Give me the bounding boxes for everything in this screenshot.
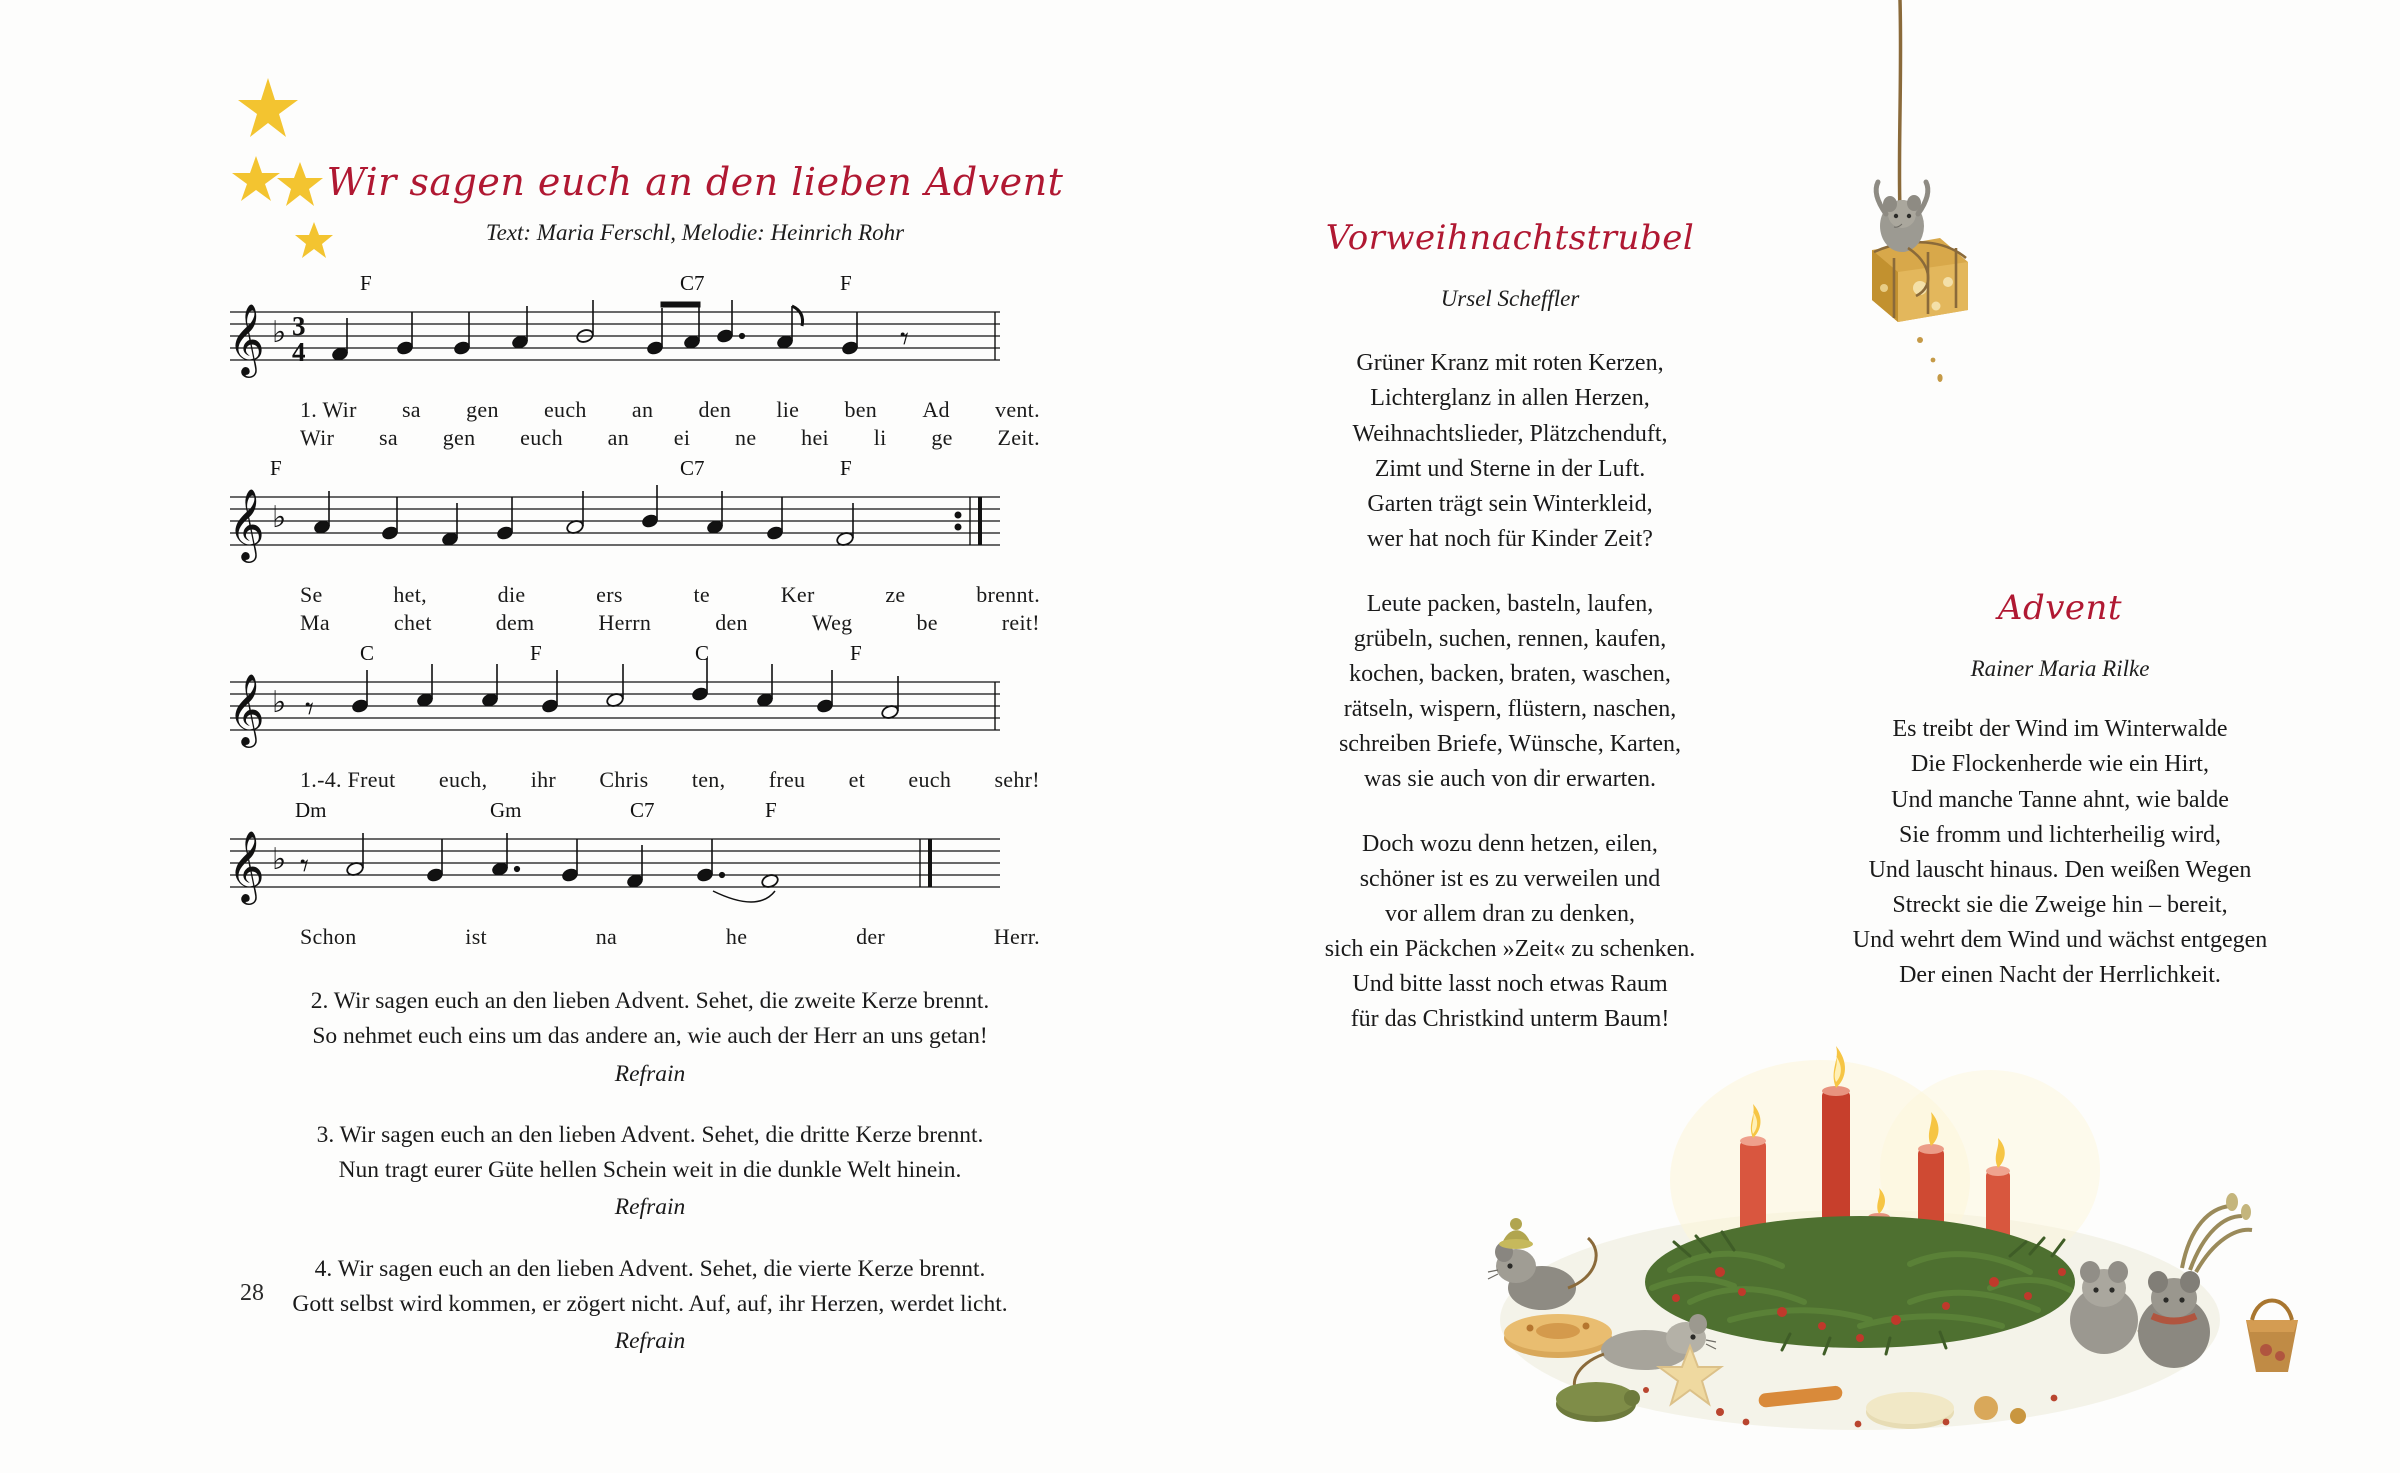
svg-text:𝄾: 𝄾 xyxy=(305,689,315,729)
lyrics-line-1: 1. Wir sa gen euch an den lie ben Ad vent. xyxy=(300,397,1040,422)
mouse-on-string-with-cheese-illustration xyxy=(1790,0,2090,540)
svg-text:𝄾: 𝄾 xyxy=(900,319,910,359)
refrain-label: Refrain xyxy=(614,1060,686,1087)
svg-text:C7: C7 xyxy=(680,272,705,295)
svg-text:𝄾: 𝄾 xyxy=(300,846,310,886)
svg-text:𝄞: 𝄞 xyxy=(228,487,265,560)
verse-item: 4. Wir sagen euch an den lieben Advent. Sehet, die vierte Kerze brennt. Gott selbst wird kommen, er zögert nicht. Auf, auf, ihr Herzen, werdet licht. Refrain xyxy=(200,1252,1100,1360)
song-title: Wir sagen euch an den lieben Advent xyxy=(326,160,1064,204)
page-number: 28 xyxy=(240,1280,264,1306)
svg-text:F: F xyxy=(840,457,852,480)
poem-stanza: Grüner Kranz mit roten Kerzen, Lichterglanz in allen Herzen, Weihnachtslieder, Plätzchenduft, Zimt und Sterne in der Luft. Garten trägt sein Winterkleid, wer hat noch für Kinder Zeit? xyxy=(1352,350,1668,552)
song-section xyxy=(200,60,1100,1385)
svg-text:C: C xyxy=(360,642,375,665)
svg-text:C: C xyxy=(695,642,710,665)
lyrics-line-2: Ma chet dem Herrn den Weg be reit! xyxy=(300,610,1040,635)
svg-text:𝄞: 𝄞 xyxy=(228,302,265,375)
poem-body xyxy=(1790,712,2330,992)
music-score xyxy=(200,272,1100,950)
poem-stanza: Es treibt der Wind im Winterwalde Die Flockenherde wie ein Hirt, Und manche Tanne ahnt, wie balde Sie fromm und lichterheilig wird, Und lauscht hinaus. Den weißen Wegen Streckt sie die Zweige hin – bereit, Und wehrt dem Wind und wächst entgegen Der einen Nacht der Herrlichkeit. xyxy=(1852,716,2268,988)
poem-author: Ursel Scheffler xyxy=(1440,286,1580,312)
svg-text:F: F xyxy=(530,642,542,665)
poem-body xyxy=(1300,346,1720,1037)
lyrics-line-1: Se het, die ers te Ker ze brennt. xyxy=(300,582,1040,607)
staff-system-1 xyxy=(200,272,1100,451)
svg-text:𝄞: 𝄞 xyxy=(228,829,265,902)
poem-author: Rainer Maria Rilke xyxy=(1970,656,2150,682)
lyrics-line-1: 1.-4. Freut euch, ihr Chris ten, freu et euch sehr! xyxy=(300,767,1040,792)
svg-text:♭: ♭ xyxy=(272,500,287,535)
svg-text:♭: ♭ xyxy=(272,685,287,720)
poem-title: Advent xyxy=(1997,588,2123,629)
svg-text:F: F xyxy=(765,799,777,822)
staff-system-2 xyxy=(200,457,1100,636)
song-credit: Text: Maria Ferschl, Melodie: Heinrich Rohr xyxy=(485,220,905,245)
verse-item: 3. Wir sagen euch an den lieben Advent. Sehet, die dritte Kerze brennt. Nun tragt eurer Güte hellen Schein weit in die dunkle Welt hinein. Refrain xyxy=(200,1118,1100,1226)
svg-text:F: F xyxy=(360,272,372,295)
poem-stanza: Doch wozu denn hetzen, eilen, schöner ist es zu verweilen und vor allem dran zu denken, sich ein Päckchen »Zeit« zu schenken. Und bitte lasst noch etwas Raum für das Christkind unterm Baum! xyxy=(1324,830,1696,1032)
svg-text:3: 3 xyxy=(292,311,306,341)
poem-title: Vorweihnachtstrubel xyxy=(1325,218,1695,259)
poem-stanza: Leute packen, basteln, laufen, grübeln, suchen, rennen, kaufen, kochen, backen, braten, waschen, rätseln, wispern, flüstern, naschen, schreiben Briefe, Wünsche, Karten, was sie auch von dir erwarten. xyxy=(1338,590,1682,792)
verse-item: 2. Wir sagen euch an den lieben Advent. Sehet, die zweite Kerze brennt. So nehmet euch eins um das andere an, wie auch der Herr an uns getan! Refrain xyxy=(200,984,1100,1092)
svg-text:C7: C7 xyxy=(680,457,705,480)
advent-wreath-with-mice-illustration xyxy=(1390,1020,2330,1440)
svg-text:Dm: Dm xyxy=(295,799,327,822)
svg-text:F: F xyxy=(840,272,852,295)
refrain-label: Refrain xyxy=(614,1328,686,1354)
svg-text:♭: ♭ xyxy=(272,842,287,877)
refrain-label: Refrain xyxy=(614,1194,686,1221)
svg-text:F: F xyxy=(270,457,282,480)
poem-vorweihnachtstrubel xyxy=(1300,190,1720,1067)
poem-advent xyxy=(1790,560,2330,1023)
svg-text:𝄞: 𝄞 xyxy=(228,672,265,745)
staff-system-3 xyxy=(200,642,1100,793)
svg-text:4: 4 xyxy=(292,337,306,367)
svg-text:♭: ♭ xyxy=(272,315,287,350)
lyrics-line-1: Schon ist na he der Herr. xyxy=(300,924,1040,949)
lyrics-line-2: Wir sa gen euch an ei ne hei li ge Zeit. xyxy=(300,425,1040,450)
staff-system-4 xyxy=(200,799,1100,950)
svg-text:C7: C7 xyxy=(630,799,655,822)
svg-text:Gm: Gm xyxy=(490,799,522,822)
svg-text:F: F xyxy=(850,642,862,665)
song-verses xyxy=(200,984,1100,1359)
